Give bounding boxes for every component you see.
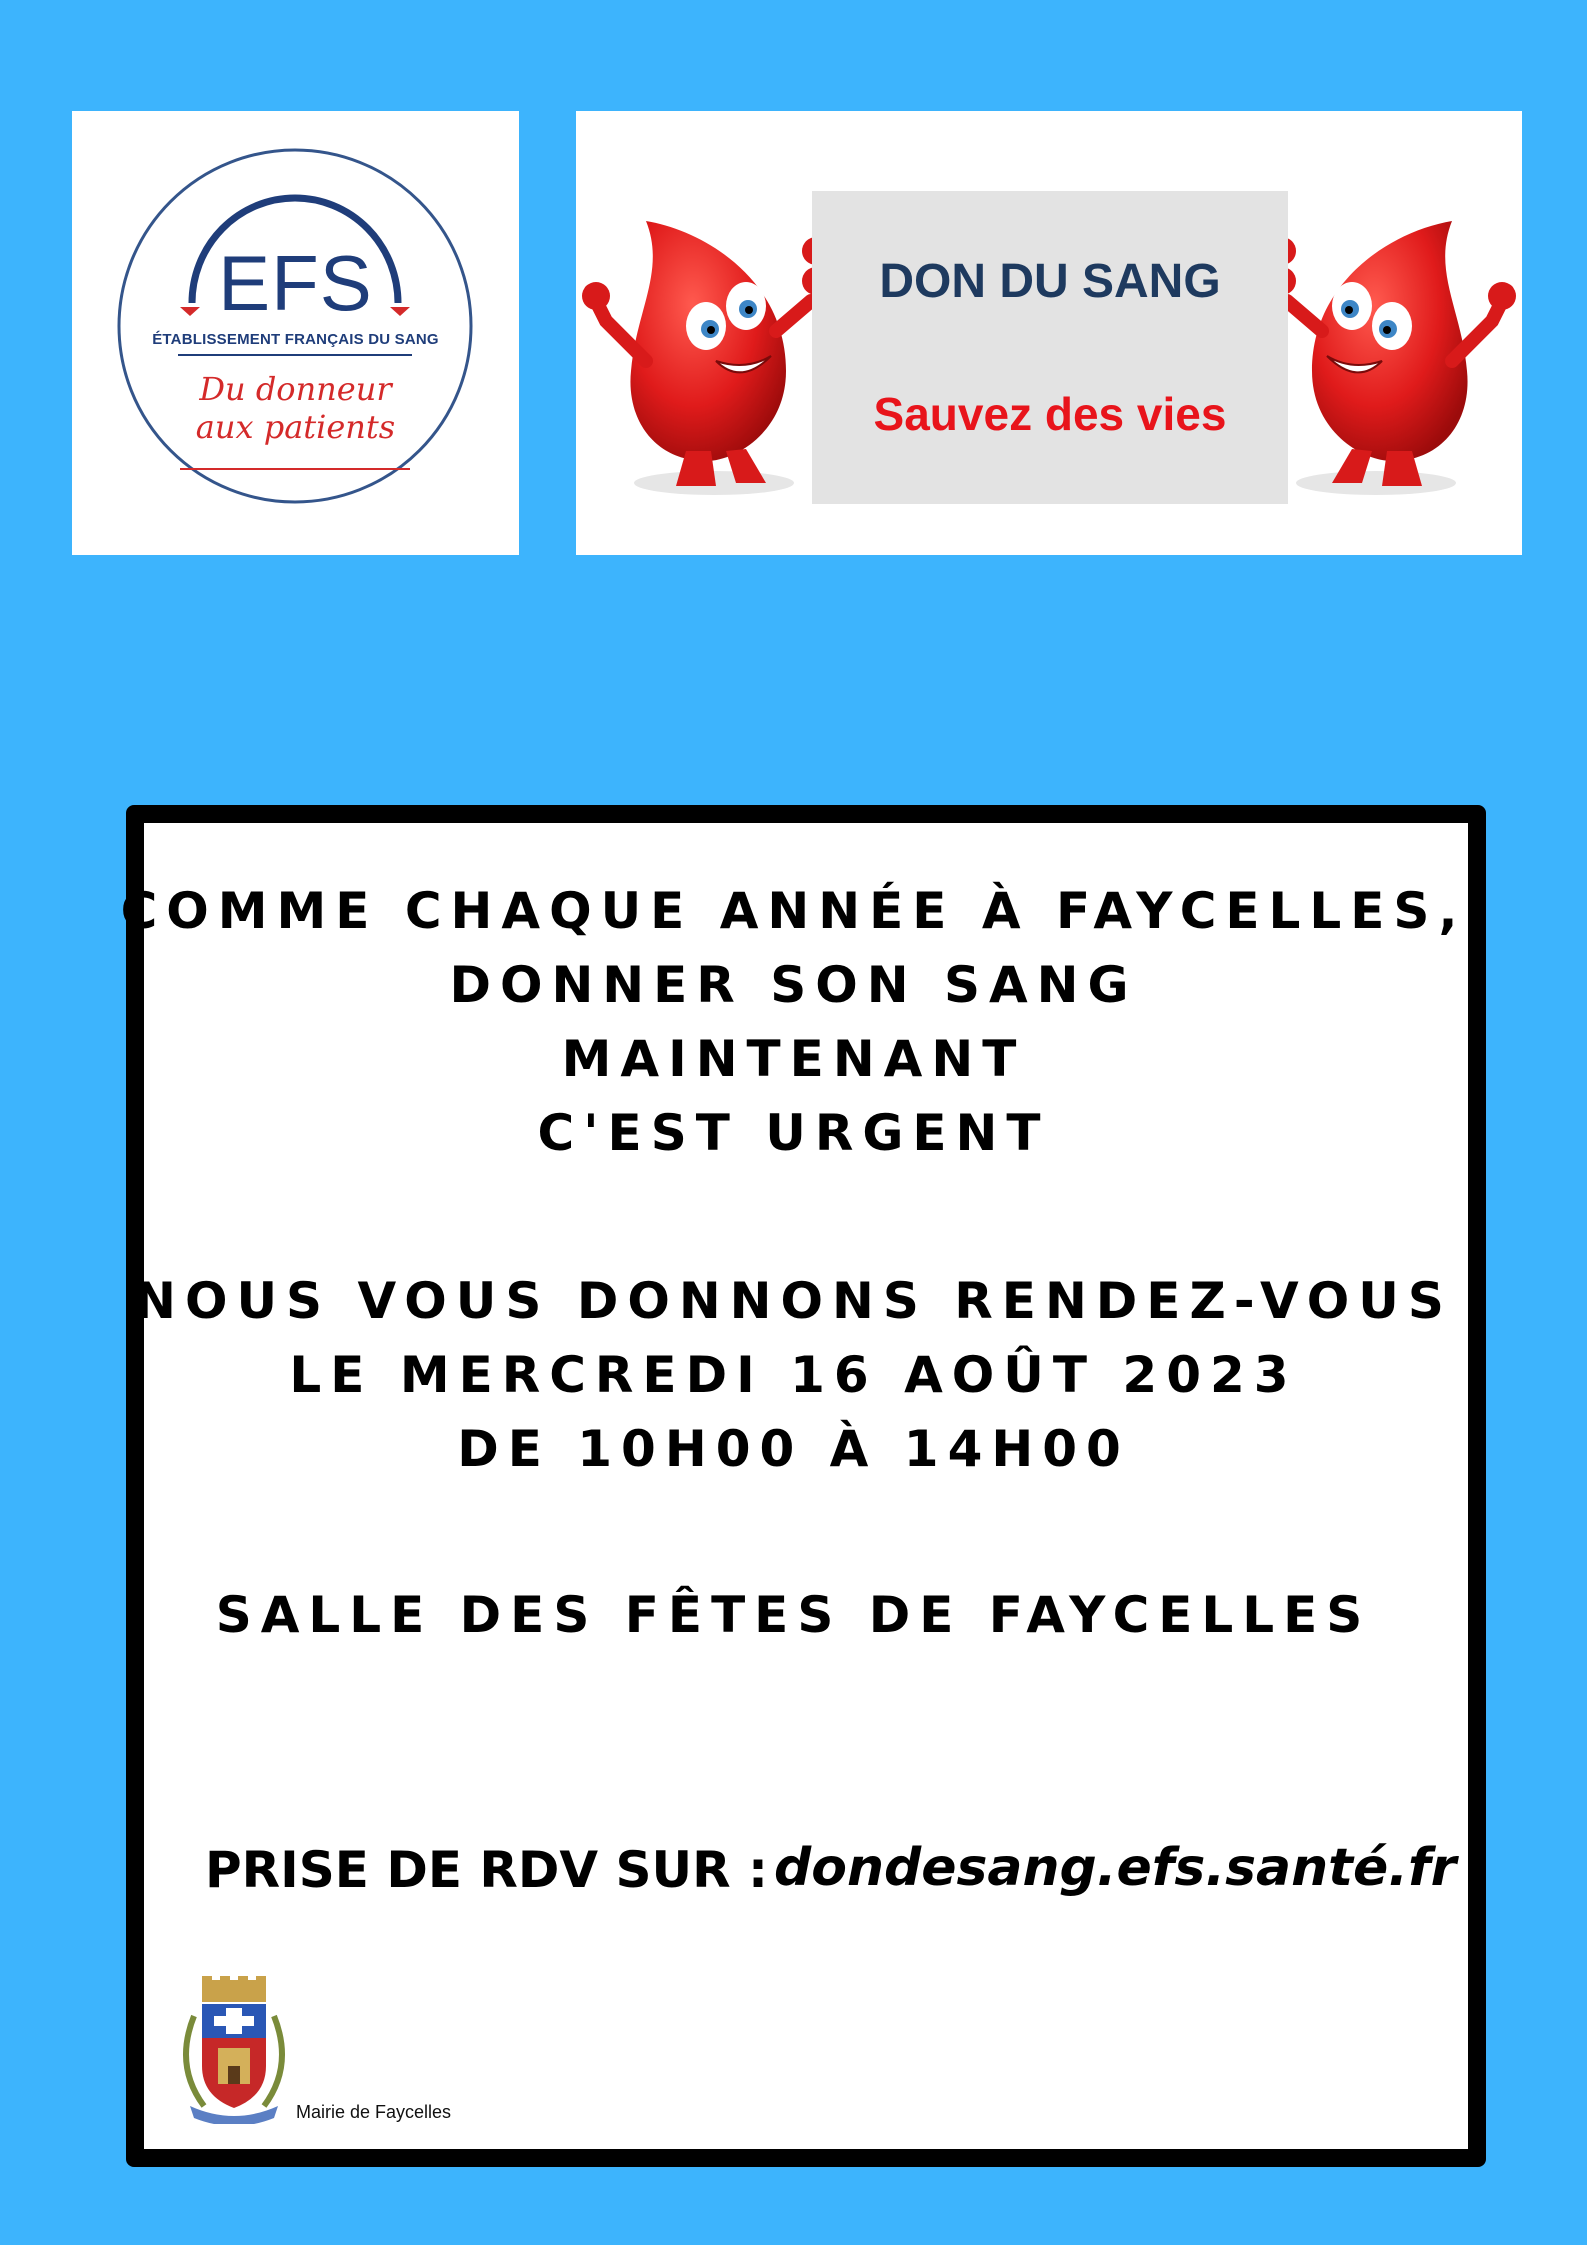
left-mascot-icon: [582, 221, 830, 495]
message-line-6: LE MERCREDI 16 AOÛT 2023: [289, 1346, 1298, 1404]
message-line-2: DONNER SON SANG: [449, 956, 1138, 1014]
message-line-7: DE 10H00 À 14H00: [457, 1420, 1130, 1478]
message-line-4: C'EST URGENT: [537, 1104, 1050, 1162]
efs-logo-title: EFS: [218, 239, 373, 327]
message-line-8: SALLE DES FÊTES DE FAYCELLES: [215, 1586, 1372, 1644]
sign-subtitle: Sauvez des vies: [873, 388, 1227, 440]
coat-of-arms-icon: [174, 1976, 294, 2124]
don-du-sang-sign: [812, 191, 1288, 504]
message-line-1: COMME CHAQUE ANNÉE À FAYCELLES,: [120, 882, 1467, 940]
booking-label: PRISE DE RDV SUR :: [205, 1841, 769, 1899]
message-panel: [144, 823, 1468, 2149]
message-line-3: MAINTENANT: [561, 1030, 1026, 1088]
sign-title: DON DU SANG: [879, 255, 1221, 308]
efs-logo-card: [72, 111, 519, 555]
message-line-5: NOUS VOUS DONNONS RENDEZ-VOUS: [134, 1272, 1453, 1330]
mairie-caption: Mairie de Faycelles: [296, 2102, 452, 2122]
efs-tagline-line1: Du donneur: [199, 370, 392, 408]
right-mascot-icon: [1268, 221, 1516, 495]
efs-tagline-line2: aux patients: [195, 408, 396, 446]
efs-logo-subtitle: ÉTABLISSEMENT FRANÇAIS DU SANG: [152, 331, 439, 348]
booking-url[interactable]: dondesang.efs.santé.fr: [774, 1838, 1457, 1898]
